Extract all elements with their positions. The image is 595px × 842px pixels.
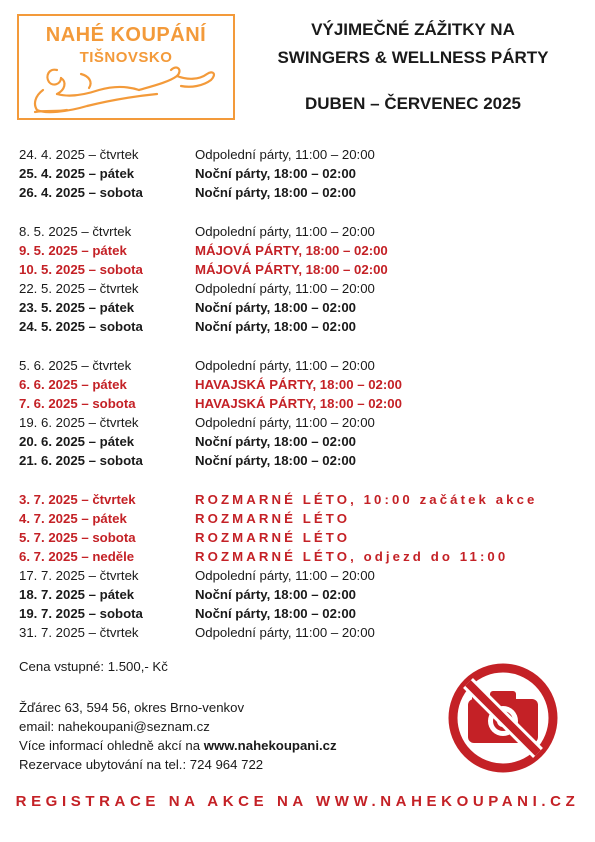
event-date: 19. 6. 2025 – čtvrtek <box>19 415 139 430</box>
schedule-row <box>19 298 579 317</box>
event-date: 24. 5. 2025 – sobota <box>19 319 143 334</box>
schedule-row <box>19 279 579 298</box>
entry-price: Cena vstupné: 1.500,- Kč <box>19 659 168 674</box>
schedule-row <box>19 241 579 260</box>
event-date: 6. 6. 2025 – pátek <box>19 377 127 392</box>
event-date: 10. 5. 2025 – sobota <box>19 262 143 277</box>
schedule-row <box>19 317 579 336</box>
header-line1: VÝJIMEČNÉ ZÁŽITKY NA <box>311 20 515 39</box>
event-date: 18. 7. 2025 – pátek <box>19 587 135 602</box>
schedule-row <box>19 432 579 451</box>
schedule-row <box>19 356 579 375</box>
event-date: 8. 5. 2025 – čtvrtek <box>19 224 132 239</box>
event-name: Noční párty, 18:00 – 02:00 <box>195 587 357 602</box>
group-spacer <box>19 202 579 222</box>
reservation-phone: Rezervace ubytování na tel.: 724 964 722 <box>19 757 264 772</box>
more-info <box>19 736 337 755</box>
event-name: Noční párty, 18:00 – 02:00 <box>195 453 357 468</box>
group-spacer <box>19 336 579 356</box>
event-name: Noční párty, 18:00 – 02:00 <box>195 319 357 334</box>
event-name: ROZMARNÉ LÉTO, odjezd do 11:00 <box>195 549 509 564</box>
event-date: 23. 5. 2025 – pátek <box>19 300 135 315</box>
event-date: 24. 4. 2025 – čtvrtek <box>19 147 139 162</box>
event-name: Noční párty, 18:00 – 02:00 <box>195 434 357 449</box>
event-date: 25. 4. 2025 – pátek <box>19 166 135 181</box>
event-date: 6. 7. 2025 – neděle <box>19 549 135 564</box>
event-name: Odpolední párty, 11:00 – 20:00 <box>195 415 375 430</box>
event-name: MÁJOVÁ PÁRTY, 18:00 – 02:00 <box>195 243 388 258</box>
group-spacer <box>19 470 579 490</box>
event-name: HAVAJSKÁ PÁRTY, 18:00 – 02:00 <box>195 377 402 392</box>
website-link[interactable]: www.nahekoupani.cz <box>203 738 337 753</box>
mermaid-logo-icon <box>27 60 229 118</box>
event-name: Odpolední párty, 11:00 – 20:00 <box>195 147 375 162</box>
event-date: 31. 7. 2025 – čtvrtek <box>19 625 139 640</box>
event-date: 9. 5. 2025 – pátek <box>19 243 127 258</box>
schedule-row <box>19 604 579 623</box>
logo-subtitle: TIŠNOVSKO <box>79 49 173 66</box>
event-name: MÁJOVÁ PÁRTY, 18:00 – 02:00 <box>195 262 388 277</box>
event-name: Noční párty, 18:00 – 02:00 <box>195 606 357 621</box>
schedule-row <box>19 623 579 642</box>
schedule-row <box>19 375 579 394</box>
schedule-row <box>19 585 579 604</box>
schedule-row <box>19 528 579 547</box>
schedule-row <box>19 394 579 413</box>
header-line2: SWINGERS & WELLNESS PÁRTY <box>277 48 549 67</box>
event-name: Noční párty, 18:00 – 02:00 <box>195 185 357 200</box>
event-date: 7. 6. 2025 – sobota <box>19 396 136 411</box>
event-date: 21. 6. 2025 – sobota <box>19 453 143 468</box>
address: Žďárec 63, 594 56, okres Brno-venkov <box>19 700 245 715</box>
event-name: Odpolední párty, 11:00 – 20:00 <box>195 358 375 373</box>
event-name: Odpolední párty, 11:00 – 20:00 <box>195 224 375 239</box>
event-name: HAVAJSKÁ PÁRTY, 18:00 – 02:00 <box>195 396 402 411</box>
registration-footer: REGISTRACE NA AKCE NA WWW.NAHEKOUPANI.CZ <box>15 793 580 810</box>
event-date: 5. 6. 2025 – čtvrtek <box>19 358 132 373</box>
event-date: 5. 7. 2025 – sobota <box>19 530 136 545</box>
event-date: 20. 6. 2025 – pátek <box>19 434 135 449</box>
event-name: ROZMARNÉ LÉTO <box>195 530 351 545</box>
schedule-row <box>19 145 579 164</box>
event-date: 17. 7. 2025 – čtvrtek <box>19 568 139 583</box>
header-period: DUBEN – ČERVENEC 2025 <box>304 94 522 113</box>
schedule-row <box>19 509 579 528</box>
logo-title: NAHÉ KOUPÁNÍ <box>45 24 207 46</box>
schedule-row <box>19 164 579 183</box>
event-name: Noční párty, 18:00 – 02:00 <box>195 300 357 315</box>
event-date: 19. 7. 2025 – sobota <box>19 606 143 621</box>
event-date: 26. 4. 2025 – sobota <box>19 185 143 200</box>
schedule-row <box>19 413 579 432</box>
event-name: Odpolední párty, 11:00 – 20:00 <box>195 281 375 296</box>
event-name: ROZMARNÉ LÉTO <box>195 511 351 526</box>
schedule-row <box>19 260 579 279</box>
schedule-row <box>19 490 579 509</box>
event-name: Odpolední párty, 11:00 – 20:00 <box>195 625 375 640</box>
schedule-row <box>19 183 579 202</box>
email: email: nahekoupani@seznam.cz <box>19 719 210 734</box>
more-info-label: Více informací ohledně akcí na <box>19 738 204 753</box>
event-schedule <box>19 145 579 642</box>
schedule-row <box>19 547 579 566</box>
event-date: 3. 7. 2025 – čtvrtek <box>19 492 136 507</box>
schedule-row <box>19 566 579 585</box>
event-name: Odpolední párty, 11:00 – 20:00 <box>195 568 375 583</box>
event-date: 22. 5. 2025 – čtvrtek <box>19 281 139 296</box>
event-name: Noční párty, 18:00 – 02:00 <box>195 166 357 181</box>
schedule-row <box>19 451 579 470</box>
event-name: ROZMARNÉ LÉTO, 10:00 začátek akce <box>195 492 538 507</box>
logo <box>17 14 235 120</box>
no-camera-icon <box>446 661 560 775</box>
schedule-row <box>19 222 579 241</box>
event-date: 4. 7. 2025 – pátek <box>19 511 127 526</box>
